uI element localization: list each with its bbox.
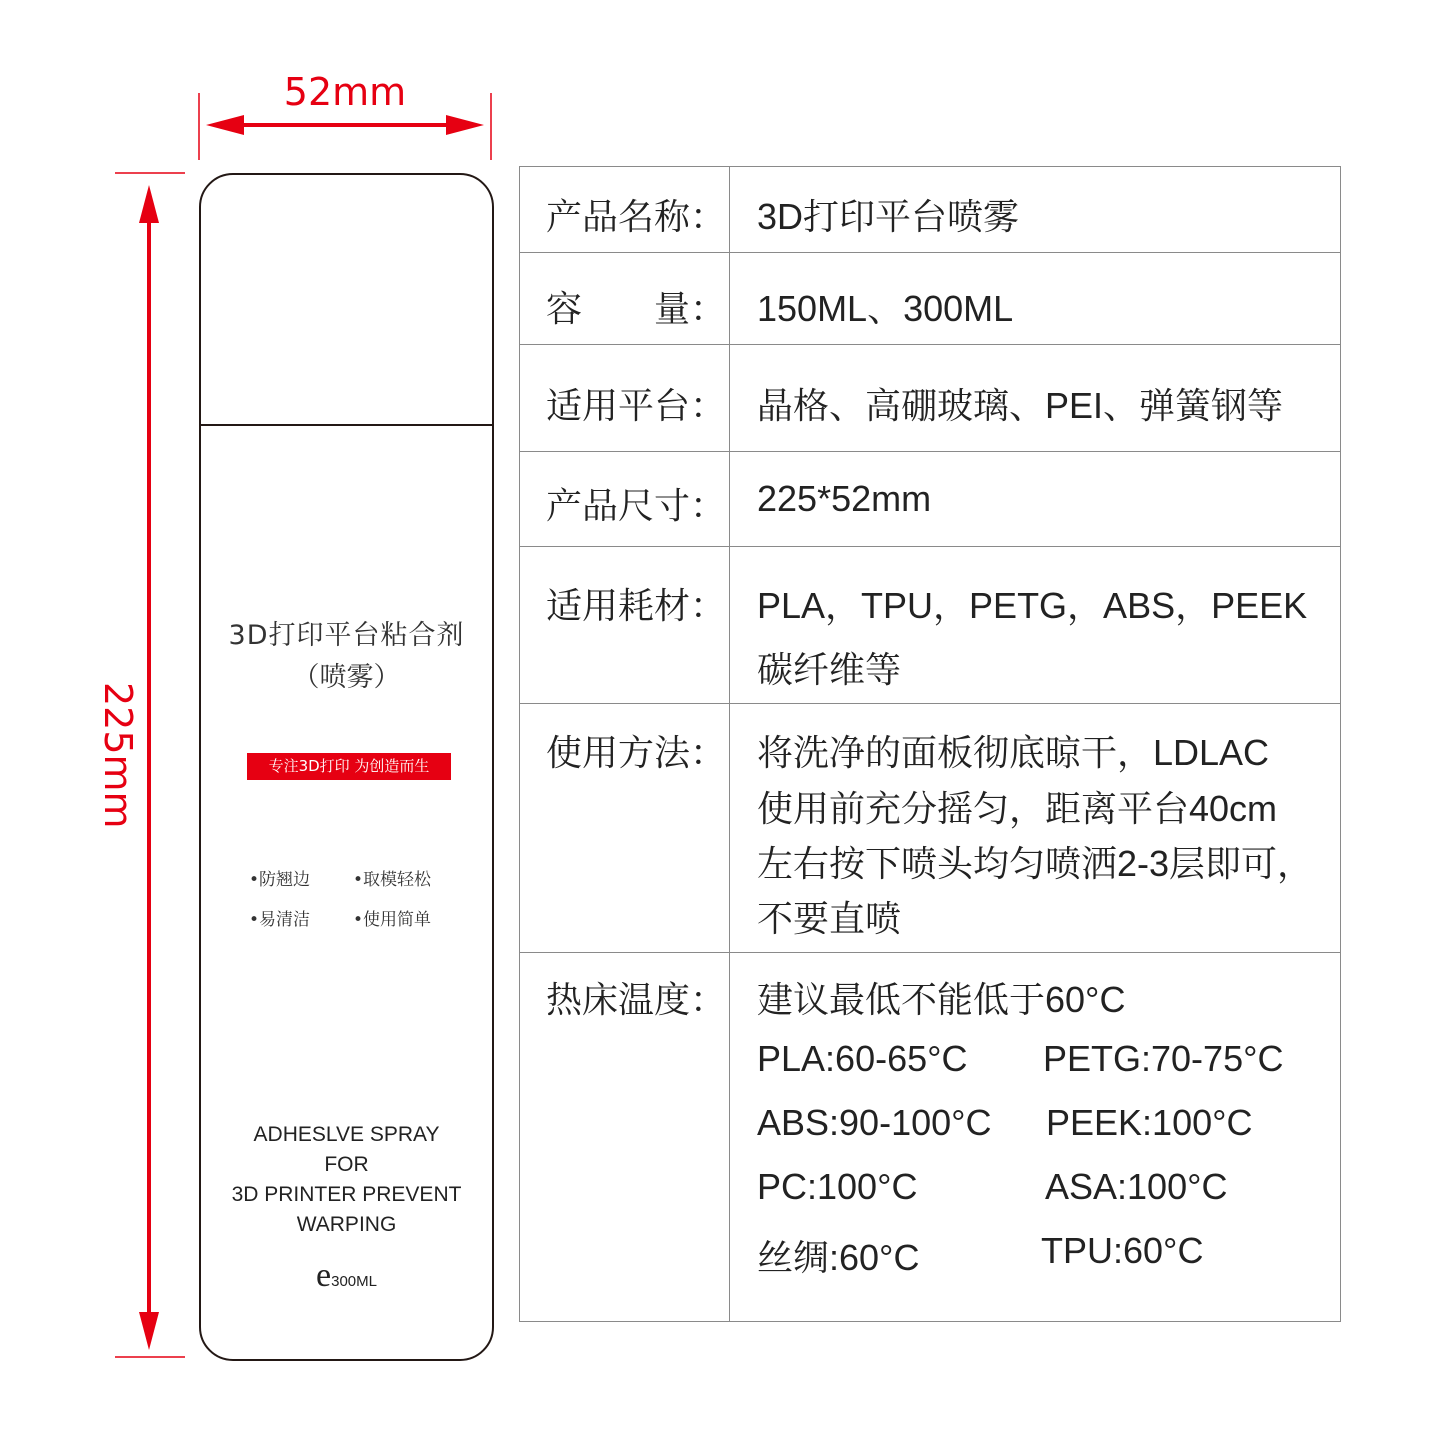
label-bed-temp: 热床温度： <box>546 980 727 1021</box>
temp-peek: PEEK:100°C <box>1046 1102 1253 1143</box>
value-usage-line-3: 左右按下喷头均匀喷洒2-3层即可， <box>757 843 1314 884</box>
value-platforms: 晶格、高硼玻璃、PEI、弹簧钢等 <box>757 385 1284 426</box>
row-divider <box>519 451 1341 452</box>
height-arrow-top <box>139 185 159 223</box>
row-divider <box>519 546 1341 547</box>
temp-petg: PETG:70-75°C <box>1043 1038 1284 1079</box>
can-feature-easy-release: •取模轻松 <box>353 870 432 890</box>
label-usage: 使用方法： <box>546 733 727 774</box>
can-english-line-1: ADHESLVE SPRAY <box>253 1123 440 1146</box>
temp-asa: ASA:100°C <box>1045 1166 1228 1207</box>
spec-table-column-divider <box>729 166 730 1322</box>
can-feature-easy-use: •使用简单 <box>353 910 432 930</box>
can-english-line-4: WARPING <box>296 1213 397 1236</box>
value-filaments-line-1: PLA，TPU，PETG，ABS，PEEK <box>757 585 1308 626</box>
temp-tpu: TPU:60°C <box>1041 1230 1204 1271</box>
row-divider <box>519 252 1341 253</box>
temp-abs: ABS:90-100°C <box>757 1102 992 1143</box>
width-arrow-left <box>206 115 244 135</box>
can-volume-mark <box>201 1257 492 1295</box>
row-divider <box>519 952 1341 953</box>
temp-pla: PLA:60-65°C <box>757 1038 968 1079</box>
can-volume-text: 300ML <box>331 1273 377 1290</box>
can-feature-anti-warp: •防翘边 <box>249 870 311 890</box>
label-filaments: 适用耗材： <box>546 586 727 627</box>
can-slogan-badge: 专注3D打印 为创造而生 <box>247 753 451 780</box>
temp-pc: PC:100°C <box>757 1166 918 1207</box>
temp-silk: 丝绸:60°C <box>757 1237 920 1278</box>
width-arrow-right <box>446 115 484 135</box>
value-filaments-line-2: 碳纤维等 <box>757 649 902 690</box>
label-capacity: 容 量： <box>546 289 727 330</box>
label-platforms: 适用平台： <box>546 386 727 427</box>
label-size: 产品尺寸： <box>546 486 727 527</box>
can-product-title: 3D打印平台粘合剂 <box>228 620 465 651</box>
can-product-subtitle: （喷雾） <box>292 662 401 693</box>
value-product-name: 3D打印平台喷雾 <box>757 196 1020 237</box>
height-arrow-bottom <box>139 1312 159 1350</box>
can-english-line-2: FOR <box>324 1153 369 1176</box>
value-usage-line-4: 不要直喷 <box>757 898 902 939</box>
row-divider <box>519 703 1341 704</box>
value-bed-temp-note: 建议最低不能低于60°C <box>757 979 1126 1020</box>
row-divider <box>519 344 1341 345</box>
can-feature-easy-clean: •易清洁 <box>249 910 311 930</box>
width-label: 52mm <box>283 70 407 114</box>
can-cap-divider <box>201 424 492 426</box>
value-size: 225*52mm <box>757 478 932 519</box>
label-product-name: 产品名称： <box>546 197 727 238</box>
estimated-sign: e <box>316 1257 332 1294</box>
value-usage-line-2: 使用前充分摇匀，距离平台40cm <box>757 788 1278 829</box>
can-english-line-3: 3D PRINTER PREVENT <box>231 1183 462 1206</box>
value-capacity: 150ML、300ML <box>757 288 1014 329</box>
value-usage-line-1: 将洗净的面板彻底晾干，LDLAC <box>757 732 1270 773</box>
spray-can <box>199 173 494 1361</box>
height-label: 225mm <box>96 682 140 829</box>
